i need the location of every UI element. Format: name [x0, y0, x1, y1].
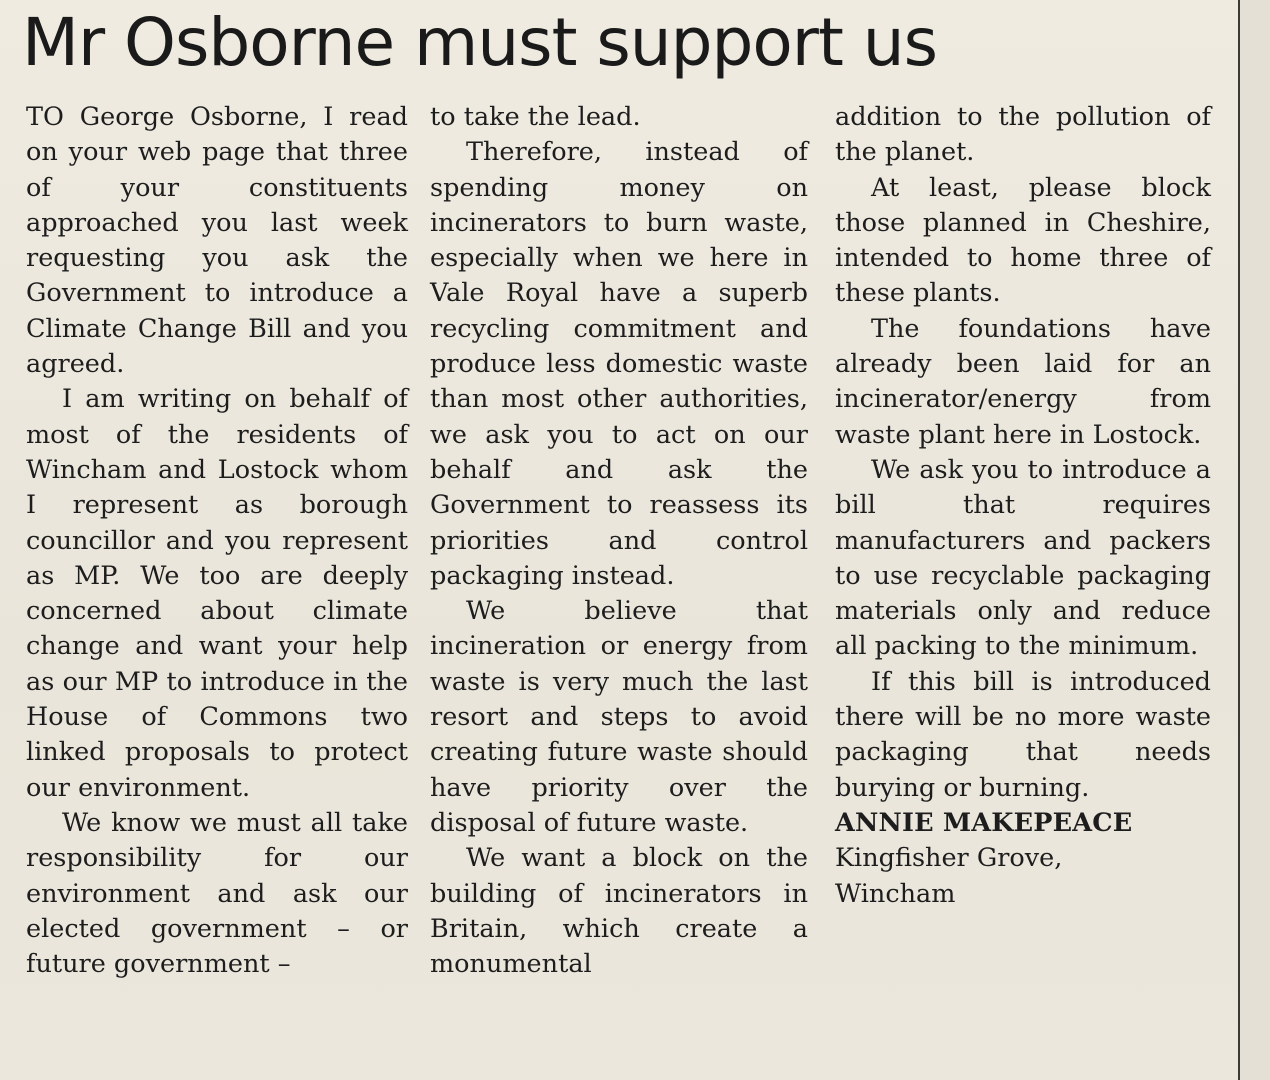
letter-column-1: [26, 100, 408, 982]
letter-column-3: [835, 100, 1211, 912]
paragraph: At least, please block those planned in Cheshire, intended to home three of these plants.: [835, 172, 1211, 309]
paragraph: If this bill is introduced there will be no more waste packaging that needs burying or burning.: [835, 666, 1211, 803]
signature-name: ANNIE MAKEPEACE: [835, 807, 1133, 838]
signature-address-line-2: Wincham: [835, 878, 956, 909]
signature-address-line-1: Kingfisher Grove,: [835, 843, 1063, 874]
paragraph: TO George Osborne, I read on your web page that three of your constituents approached you last week requesting you ask the Government to introduce a Climate Change Bill and you agreed.: [26, 102, 408, 380]
column-rule: [1238, 0, 1240, 1080]
headline: Mr Osborne must support us: [22, 4, 938, 81]
letter-column-2: [430, 100, 808, 982]
paragraph: addition to the pollution of the planet.: [835, 102, 1211, 168]
paragraph: Therefore, instead of spending money on incinerators to burn waste, especially when we here in Vale Royal have a superb recycling commitment and produce less domestic waste than most other authorities, we ask you to act on our behalf and ask the Government to reassess its priorities and control packaging instead.: [430, 137, 808, 591]
paragraph: We know we must all take responsibility for our environment and ask our elected government – or future government –: [26, 807, 408, 980]
adjacent-page-strip: [1240, 0, 1270, 1080]
paragraph: The foundations have already been laid for an incinerator/energy from waste plant here in Lostock.: [835, 313, 1211, 450]
paragraph: We believe that incineration or energy from waste is very much the last resort and steps to avoid creating future waste should have priority over the disposal of future waste.: [430, 596, 808, 838]
paragraph: We want a block on the building of incinerators in Britain, which create a monumental: [430, 843, 808, 980]
paragraph: I am writing on behalf of most of the residents of Wincham and Lostock whom I represent as borough councillor and you represent as MP. We too are deeply concerned about climate change and want your help as our MP to introduce in the House of Commons two linked proposals to protect our environment.: [26, 384, 408, 803]
paragraph: We ask you to introduce a bill that requires manufacturers and packers to use recyclable packaging materials only and reduce all packing to the minimum.: [835, 454, 1211, 662]
paragraph: to take the lead.: [430, 102, 641, 132]
